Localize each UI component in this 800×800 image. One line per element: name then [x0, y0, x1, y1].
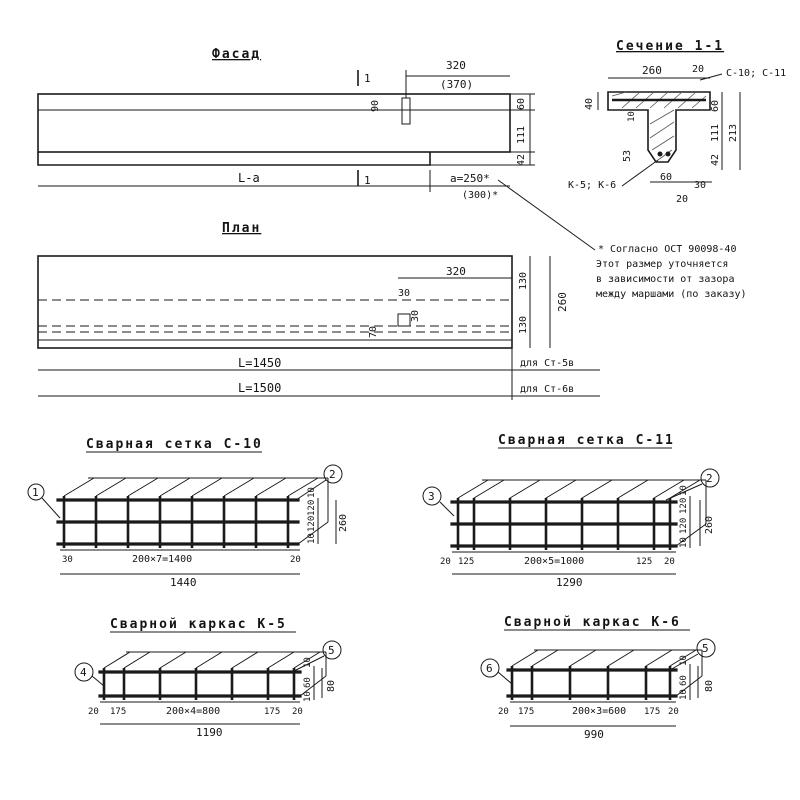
facade-dim-90: 90: [370, 99, 381, 112]
section-dim-260: 260: [642, 64, 662, 77]
section-view: [568, 39, 786, 205]
section-mesh-ref: С-10; С-11: [726, 68, 787, 79]
mesh-c11-grid: [452, 480, 706, 550]
facade-view: [38, 47, 595, 250]
mesh-c10-dim-120b: 120: [307, 515, 317, 532]
mesh-c11-dim-10a: 10: [679, 485, 689, 496]
frame-k6: [481, 615, 715, 741]
frame-k6-dim-mid: 200×3=600: [572, 706, 627, 717]
facade-dim-320: 320: [446, 59, 466, 72]
facade-dim-42: 42: [516, 153, 527, 166]
frame-k5-dim-mid: 200×4=800: [166, 706, 221, 717]
perspective-link: [232, 652, 258, 668]
frame-k6-marker-right: 5: [702, 642, 709, 655]
mesh-c10-dim-10a: 10: [307, 487, 317, 498]
mesh-c11-dim-left-a: 20: [440, 557, 451, 567]
frame-k5-dim-left-b: 175: [110, 707, 127, 717]
frame-k6-grid: [508, 650, 702, 700]
frame-k6-dim-total: 990: [584, 728, 604, 741]
section-hatch: [612, 92, 706, 160]
note-line-1: * Согласно ОСТ 90098-40: [598, 244, 737, 255]
frame-k6-dim-10a: 10: [679, 655, 689, 666]
section-mark-bottom: 1: [364, 174, 371, 187]
facade-dim-370: (370): [440, 78, 474, 91]
frame-k5-dim-total: 1190: [196, 726, 223, 739]
general-note: [596, 244, 747, 300]
section-title: Сечение 1-1: [616, 39, 725, 54]
perspective-link: [196, 652, 222, 668]
frame-k6-dim-10b: 10: [679, 689, 689, 700]
mesh-c10-marker-left: 1: [32, 486, 39, 499]
perspective-link: [192, 478, 222, 496]
plan-dim-l2: L=1500: [238, 381, 282, 395]
frame-k5-dim-60: 60: [303, 677, 313, 688]
frame-k6-leader-left: [498, 672, 512, 684]
section-mark-top: 1: [364, 72, 371, 85]
perspective-link: [570, 650, 596, 666]
perspective-link: [608, 650, 634, 666]
plan-view: [38, 221, 600, 400]
mesh-c11-dim-mid: 200×5=1000: [524, 556, 585, 567]
mesh-c11-title: Сварная сетка С-11: [498, 433, 675, 448]
mesh-c10-dim-10b: 10: [307, 533, 317, 544]
frame-k5-marker-right: 5: [328, 644, 335, 657]
mesh-c11: [423, 433, 719, 589]
frame-k6-dim-right-b: 20: [668, 707, 679, 717]
perspective-link: [268, 652, 294, 668]
frame-k5: [75, 617, 341, 739]
plan-dim-30-right: 30: [410, 309, 421, 322]
plan-dim-130-top: 130: [518, 271, 529, 290]
plan-label-l1: для Ст-5в: [520, 358, 575, 369]
plan-dim-320: 320: [446, 265, 466, 278]
mesh-c10-dim-260: 260: [338, 513, 349, 532]
mesh-c11-dim-right-a: 125: [636, 557, 653, 567]
section-dim-60: 60: [710, 99, 721, 112]
frame-k5-dim-10a: 10: [303, 657, 313, 668]
mesh-c10-grid: [58, 478, 328, 548]
frame-k6-dim-left-b: 175: [518, 707, 535, 717]
mesh-c11-dim-120b: 120: [679, 517, 689, 534]
mesh-c10-title: Сварная сетка С-10: [86, 437, 263, 452]
perspective-link: [128, 478, 158, 496]
plan-dim-30-top: 30: [398, 288, 411, 299]
plan-outline: [38, 256, 512, 348]
note-line-3: в зависимости от зазора: [596, 274, 735, 285]
plan-label-l2: для Ст-6в: [520, 384, 575, 395]
section-frame-ref: К-5; К-6: [568, 180, 617, 191]
frame-k5-grid: [100, 652, 326, 700]
facade-title: Фасад: [212, 47, 262, 62]
frame-k6-dim-right-a: 175: [644, 707, 661, 717]
plan-embedded-part: [398, 314, 410, 326]
perspective-link: [64, 478, 94, 496]
frame-k5-leader-left: [92, 676, 104, 686]
facade-dim-a: a=250*: [450, 172, 490, 185]
section-dim-111: 111: [710, 123, 721, 142]
perspective-link: [160, 652, 186, 668]
frame-k5-dim-10b: 10: [303, 691, 313, 702]
mesh-c10: [28, 437, 349, 589]
perspective-link: [124, 652, 150, 668]
frame-k5-dim-left-a: 20: [88, 707, 99, 717]
perspective-link: [104, 652, 130, 668]
mesh-c11-dim-10b: 10: [679, 537, 689, 548]
section-dim-60b: 60: [660, 172, 673, 183]
facade-lower-shelf: [38, 152, 430, 165]
mesh-c11-dim-120a: 120: [679, 497, 689, 514]
perspective-link: [510, 480, 540, 498]
frame-k6-dim-60: 60: [679, 675, 689, 686]
frame-k6-title: Сварной каркас К-6: [504, 615, 681, 630]
perspective-link: [458, 480, 488, 498]
plan-dim-70: 70: [368, 325, 379, 338]
section-dim-20: 20: [692, 64, 705, 75]
section-dim-30: 30: [694, 180, 707, 191]
section-frame-bar-left: [658, 152, 663, 157]
mesh-c11-marker-right: 2: [706, 472, 713, 485]
mesh-c10-marker-right: 2: [329, 468, 336, 481]
section-dim-40: 40: [584, 97, 595, 110]
frame-k5-dim-right-b: 20: [292, 707, 303, 717]
facade-beam-outline: [38, 94, 510, 152]
mesh-c10-dim-mid: 200×7=1400: [132, 554, 193, 565]
mesh-c10-dim-total: 1440: [170, 576, 197, 589]
mesh-c11-dim-total: 1290: [556, 576, 583, 589]
frame-k5-title: Сварной каркас К-5: [110, 617, 287, 632]
perspective-link: [256, 478, 286, 496]
mesh-c11-dim-left-b: 125: [458, 557, 475, 567]
perspective-link: [532, 650, 558, 666]
mesh-c11-marker-left: 3: [428, 490, 435, 503]
frame-k6-dim-left-a: 20: [498, 707, 509, 717]
frame-k5-dim-right-a: 175: [264, 707, 281, 717]
facade-dim-l-minus-a: L-a: [238, 171, 260, 185]
facade-embedded-part: [402, 98, 410, 124]
note-line-4: между маршами (по заказу): [596, 289, 747, 300]
facade-dim-60: 60: [516, 97, 527, 110]
frame-k5-marker-left: 4: [80, 666, 87, 679]
mesh-c10-dim-120a: 120: [307, 499, 317, 516]
perspective-link: [582, 480, 612, 498]
section-dim-53: 53: [622, 149, 633, 162]
plan-dim-130-bottom: 130: [518, 315, 529, 334]
plan-dim-l1: L=1450: [238, 356, 282, 370]
note-line-2: Этот размер уточняется: [596, 259, 729, 270]
section-frame-bar-right: [666, 152, 671, 157]
section-dim-20b: 20: [676, 194, 689, 205]
frame-k5-dim-80: 80: [326, 679, 337, 692]
frame-k6-marker-left: 6: [486, 662, 493, 675]
perspective-link: [512, 650, 538, 666]
mesh-c10-dim-right: 20: [290, 555, 301, 565]
section-dim-213: 213: [728, 123, 739, 142]
facade-dim-111: 111: [516, 125, 527, 144]
mesh-c10-dim-left: 30: [62, 555, 73, 565]
perspective-link: [224, 478, 254, 496]
perspective-link: [160, 478, 190, 496]
section-dim-10: 10: [627, 111, 637, 122]
perspective-link: [646, 650, 672, 666]
plan-title: План: [222, 221, 262, 236]
perspective-link: [618, 480, 648, 498]
section-dim-42: 42: [710, 153, 721, 166]
facade-dim-a-alt: (300)*: [462, 190, 499, 201]
plan-dim-260: 260: [556, 292, 569, 312]
frame-k6-dim-80: 80: [704, 679, 715, 692]
perspective-link: [546, 480, 576, 498]
mesh-c11-leader-left: [440, 502, 454, 516]
perspective-link: [474, 480, 504, 498]
perspective-link: [96, 478, 126, 496]
mesh-c11-dim-right-b: 20: [664, 557, 675, 567]
mesh-c11-dim-260: 260: [704, 515, 715, 534]
